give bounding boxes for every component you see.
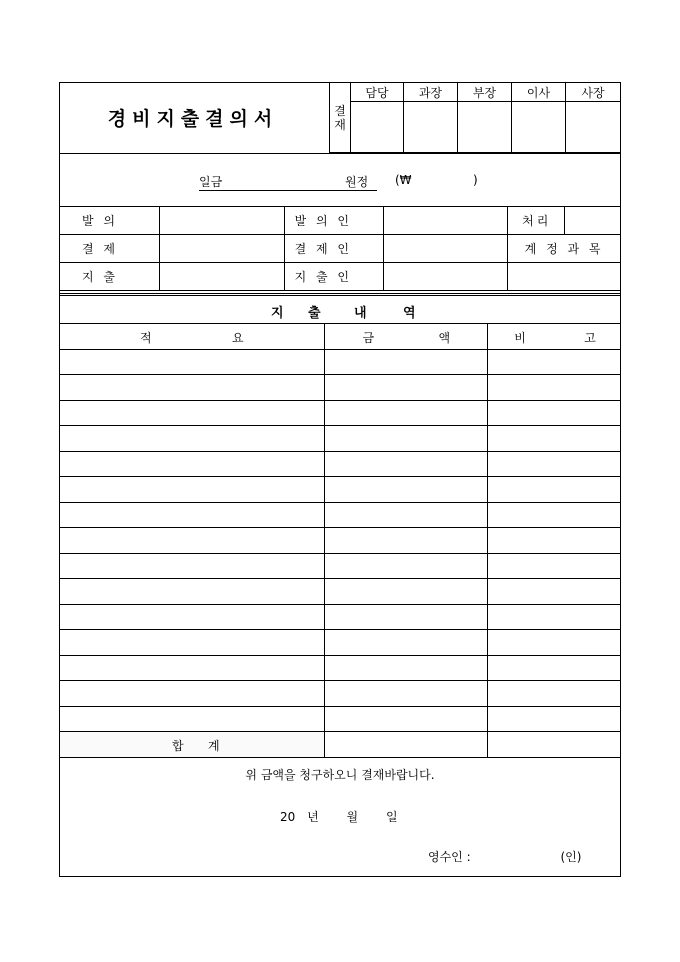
cell-item[interactable] [60, 375, 325, 401]
cell-note[interactable] [488, 579, 621, 605]
cell-item[interactable] [60, 655, 325, 681]
table-row [60, 604, 621, 630]
currency-close: ) [473, 173, 478, 187]
cell-amount[interactable] [324, 630, 488, 656]
cell-note[interactable] [488, 502, 621, 528]
info-table [59, 206, 621, 291]
cell-note[interactable] [488, 477, 621, 503]
approval-sign-box[interactable] [512, 102, 566, 153]
cell-note[interactable] [488, 553, 621, 579]
label-account: 계 정 과 목 [508, 235, 621, 263]
cell-note[interactable] [488, 426, 621, 452]
cell-note[interactable] [488, 375, 621, 401]
table-row [60, 681, 621, 707]
cell-item[interactable] [60, 579, 325, 605]
table-row [60, 426, 621, 452]
currency-open: (₩ [395, 173, 412, 187]
cell-amount[interactable] [324, 375, 488, 401]
header-amount-1: 금 [362, 331, 375, 345]
approval-header-3: 부장 [458, 83, 512, 102]
field-expense[interactable] [159, 263, 284, 291]
field-account[interactable] [508, 263, 621, 291]
amount-row [59, 153, 621, 207]
total-label-1: 합 [172, 739, 184, 753]
cell-note[interactable] [488, 451, 621, 477]
label-expender: 지 출 인 [284, 263, 384, 291]
detail-table [59, 323, 621, 758]
table-row [60, 706, 621, 732]
label-settlement: 결 제 [60, 235, 160, 263]
date-month: 월 [346, 810, 359, 824]
amount-prefix: 일금 [199, 175, 223, 189]
cell-item[interactable] [60, 502, 325, 528]
table-row [60, 477, 621, 503]
cell-amount[interactable] [324, 349, 488, 375]
date-year-prefix: 20 [280, 810, 296, 824]
approval-sign-box[interactable] [458, 102, 512, 153]
detail-title-char: 역 [403, 306, 416, 321]
field-expender[interactable] [384, 263, 508, 291]
receiver-label: 영수인 : [428, 850, 471, 864]
cell-amount[interactable] [324, 579, 488, 605]
table-row [60, 502, 621, 528]
header-note-1: 비 [514, 331, 526, 345]
cell-note[interactable] [488, 400, 621, 426]
cell-note[interactable] [488, 630, 621, 656]
approval-table [329, 82, 621, 153]
cell-item[interactable] [60, 630, 325, 656]
approval-label [330, 83, 351, 153]
table-row [60, 349, 621, 375]
table-row [60, 553, 621, 579]
cell-amount[interactable] [324, 655, 488, 681]
cell-note[interactable] [488, 655, 621, 681]
field-proposal[interactable] [159, 207, 284, 235]
table-row [60, 630, 621, 656]
approval-header-2: 과장 [404, 83, 458, 102]
label-processing: 처리 [508, 207, 565, 235]
table-row [60, 400, 621, 426]
cell-item[interactable] [60, 349, 325, 375]
cell-amount[interactable] [324, 604, 488, 630]
approval-header-1: 담당 [351, 83, 404, 102]
header-item-2: 요 [232, 331, 244, 345]
detail-title-char: 내 [354, 306, 367, 321]
cell-note[interactable] [488, 528, 621, 554]
cell-item[interactable] [60, 451, 325, 477]
field-settlement[interactable] [159, 235, 284, 263]
total-label [60, 732, 325, 758]
cell-item[interactable] [60, 553, 325, 579]
field-proposer[interactable] [384, 207, 508, 235]
cell-item[interactable] [60, 681, 325, 707]
label-expense: 지 출 [60, 263, 160, 291]
date-line [280, 808, 398, 825]
table-row [60, 655, 621, 681]
label-proposer: 발 의 인 [284, 207, 384, 235]
field-settler[interactable] [384, 235, 508, 263]
detail-title-char: 출 [308, 306, 321, 321]
cell-note[interactable] [488, 706, 621, 732]
table-row [60, 528, 621, 554]
cell-note[interactable] [488, 681, 621, 707]
cell-amount[interactable] [324, 400, 488, 426]
approval-header-4: 이사 [512, 83, 566, 102]
header-note [488, 324, 621, 350]
cell-amount[interactable] [324, 706, 488, 732]
cell-amount[interactable] [324, 553, 488, 579]
detail-header-row [60, 324, 621, 350]
header-amount-2: 액 [438, 331, 451, 345]
cell-item[interactable] [60, 528, 325, 554]
header-item [60, 324, 325, 350]
cell-note[interactable] [488, 349, 621, 375]
cell-amount[interactable] [324, 681, 488, 707]
detail-title [59, 293, 621, 323]
approval-header-5: 사장 [566, 83, 621, 102]
cell-item[interactable] [60, 604, 325, 630]
cell-item[interactable] [60, 400, 325, 426]
header-amount [324, 324, 488, 350]
date-day: 일 [385, 810, 398, 824]
amount-suffix: 원정 [345, 175, 369, 189]
cell-item[interactable] [60, 477, 325, 503]
seal-mark: (인) [560, 850, 582, 864]
cell-amount[interactable] [324, 426, 488, 452]
cell-amount[interactable] [324, 477, 488, 503]
total-note[interactable] [488, 732, 621, 758]
form-title: 경비지출결의서 [107, 108, 279, 130]
cell-item[interactable] [60, 426, 325, 452]
total-row [60, 732, 621, 758]
date-year: 년 [307, 810, 319, 824]
cell-note[interactable] [488, 604, 621, 630]
request-text: 위 금액을 청구하오니 결재바랍니다. [245, 768, 435, 782]
approval-sign-box[interactable] [566, 102, 621, 153]
table-row [60, 451, 621, 477]
label-settler: 결 제 인 [284, 235, 384, 263]
approval-label-2: 재 [334, 117, 346, 132]
header-note-2: 고 [584, 331, 596, 345]
receiver-line [428, 848, 581, 865]
detail-title-char: 지 [271, 306, 284, 321]
table-row [60, 375, 621, 401]
cell-amount[interactable] [324, 528, 488, 554]
approval-label-1: 결 [334, 103, 346, 118]
approval-sign-box[interactable] [351, 102, 404, 153]
label-proposal: 발 의 [60, 207, 160, 235]
cell-amount[interactable] [324, 502, 488, 528]
field-processing[interactable] [565, 207, 621, 235]
cell-item[interactable] [60, 706, 325, 732]
header-item-1: 적 [140, 331, 152, 345]
total-amount[interactable] [324, 732, 488, 758]
approval-sign-box[interactable] [404, 102, 458, 153]
total-label-2: 계 [208, 739, 220, 753]
table-row [60, 579, 621, 605]
cell-amount[interactable] [324, 451, 488, 477]
